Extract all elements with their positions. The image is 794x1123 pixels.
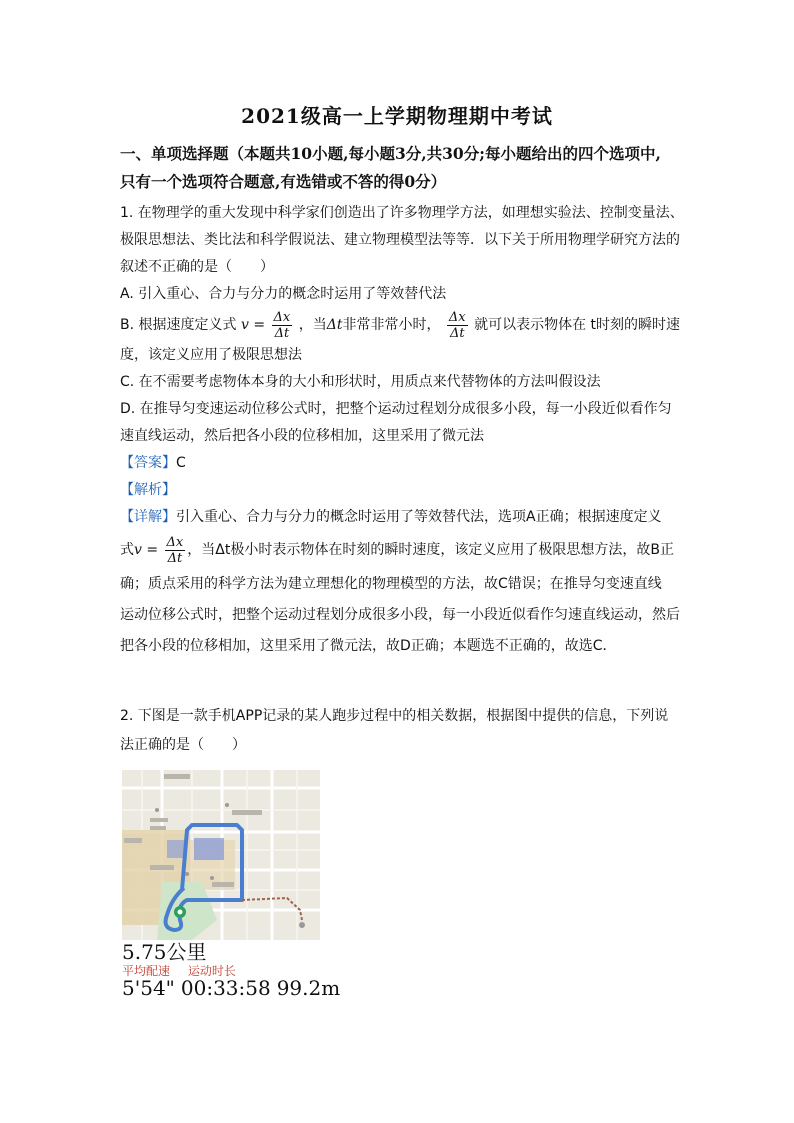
value-elevation: 99.2m bbox=[276, 976, 341, 1000]
map-graphic bbox=[122, 770, 320, 940]
q2-stem-line1: 2. 下图是一款手机APP记录的某人跑步过程中的相关数据，根据图中提供的信息，下列说 bbox=[120, 708, 669, 724]
fraction-numerator: Δx bbox=[448, 309, 466, 325]
q1-option-d-line1: D. 在推导匀变速运动位移公式时，把整个运动过程划分成很多小段，每一小段近似看作匀 bbox=[120, 401, 672, 417]
question-2 bbox=[120, 702, 690, 760]
detail-fraction bbox=[165, 535, 186, 566]
q1-detail-line2 bbox=[120, 531, 690, 569]
q1-option-b-mid1: ，当 bbox=[298, 317, 327, 333]
q2-stem-line2: 法正确的是（ ） bbox=[120, 737, 246, 753]
page-title: 2021级高一上学期物理期中考试 bbox=[241, 104, 553, 128]
fraction-numerator: Δx bbox=[166, 534, 184, 550]
section-heading-line1: 一、单项选择题（本题共10小题,每小题3分,共30分;每小题给出的四个选项中, bbox=[120, 144, 661, 163]
answer-value: C bbox=[176, 455, 186, 471]
running-route-map bbox=[122, 770, 320, 940]
q1-option-b-v: v = bbox=[240, 317, 266, 333]
fraction-denominator: Δt bbox=[167, 550, 183, 566]
detail-l2-pre: 式 bbox=[120, 542, 134, 558]
value-duration: 00:33:58 bbox=[180, 976, 271, 1000]
q1-stem-line1: 1. 在物理学的重大发现中科学家们创造出了许多物理学方法，如理想实验法、控制变量法、 bbox=[120, 205, 684, 221]
q1-detail-line3: 确；质点采用的科学方法为建立理想化的物理模型的方法，故C错误；在推导匀变速直线 bbox=[120, 576, 662, 592]
q1-option-b-fraction-2 bbox=[447, 310, 468, 341]
q1-option-b-line2: 度，该定义应用了极限思想法 bbox=[120, 347, 302, 363]
label-average-pace: 平均配速 bbox=[122, 964, 171, 978]
section-heading bbox=[120, 140, 690, 196]
q1-option-c: C. 在不需要考虑物体本身的大小和形状时，用质点来代替物体的方法叫假设法 bbox=[120, 374, 601, 390]
q1-option-b-fraction bbox=[272, 310, 293, 341]
q1-option-b-pre: B. 根据速度定义式 bbox=[120, 317, 237, 333]
q1-answer bbox=[120, 450, 690, 477]
fraction-denominator: Δt bbox=[449, 325, 465, 341]
q1-option-a: A. 引入重心、合力与分力的概念时运用了等效替代法 bbox=[120, 286, 447, 302]
q1-stem-line3: 叙述不正确的是（ ） bbox=[120, 259, 274, 275]
fraction-numerator: Δx bbox=[273, 309, 291, 325]
detail-l2-v: v = bbox=[134, 542, 159, 558]
q1-option-d-line2: 速直线运动，然后把各小段的位移相加，这里采用了微元法 bbox=[120, 428, 484, 444]
q1-detail-line1 bbox=[120, 504, 690, 531]
q1-detail-line4: 运动位移公式时，把整个运动过程划分成很多小段，每一小段近似看作匀速直线运动，然后 bbox=[120, 607, 680, 623]
detail-l2-post: ，当Δt极小时表示物体在时刻的瞬时速度，该定义应用了极限思想方法，故B正 bbox=[187, 542, 674, 558]
detail-tag: 【详解】 bbox=[120, 509, 176, 525]
section-heading-line2: 只有一个选项符合题意,有选错或不答的得0分） bbox=[120, 172, 447, 191]
q1-option-b-dt: Δt bbox=[326, 317, 343, 333]
q1-detail-line5: 把各小段的位移相加，这里采用了微元法，故D正确；本题选不正确的，故选C． bbox=[120, 638, 617, 654]
run-metric-values bbox=[122, 976, 346, 1000]
q1-option-b-post: 就可以表示物体在 t时刻的瞬时速 bbox=[474, 317, 681, 333]
run-distance: 5.75公里 bbox=[122, 940, 207, 964]
answer-tag: 【答案】 bbox=[120, 455, 176, 471]
q1-option-b-mid3: 非常非常小时， bbox=[342, 317, 441, 333]
q1-option-b bbox=[120, 308, 690, 342]
label-duration: 运动时长 bbox=[187, 964, 236, 978]
value-average-pace: 5'54" bbox=[122, 976, 175, 1000]
q1-stem-line2: 极限思想法、类比法和科学假说法、建立物理模型法等等．以下关于所用物理学研究方法的 bbox=[120, 232, 680, 248]
detail-text: 引入重心、合力与分力的概念时运用了等效替代法，选项A正确；根据速度定义 bbox=[176, 509, 662, 525]
fraction-denominator: Δt bbox=[274, 325, 290, 341]
question-1 bbox=[120, 200, 690, 662]
analysis-tag: 【解析】 bbox=[120, 482, 176, 498]
